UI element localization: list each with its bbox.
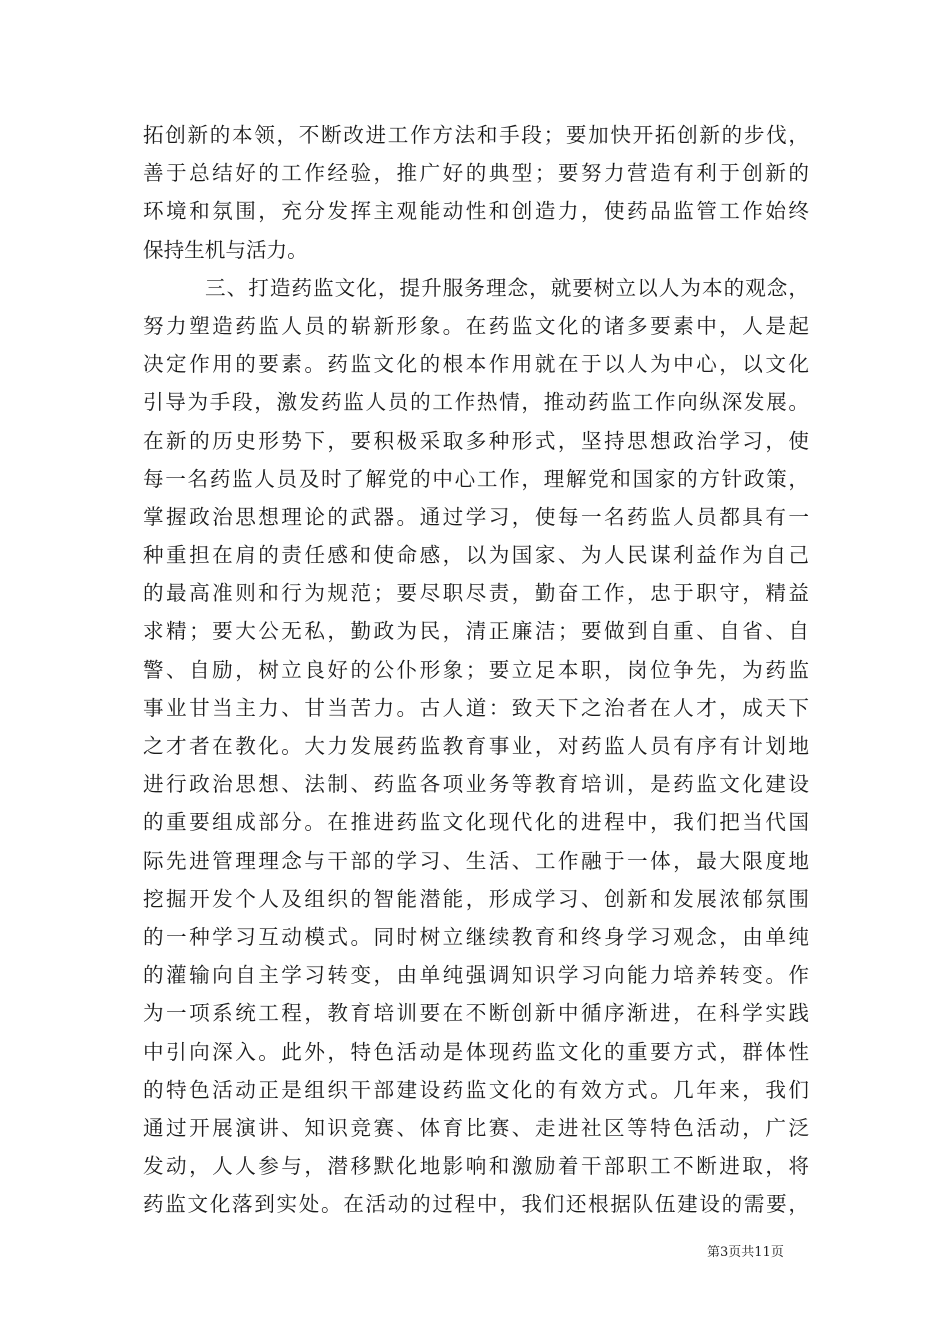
text-line: 善于总结好的工作经验，推广好的典型；要努力营造有利于创新的 [143, 161, 809, 186]
body-text [143, 116, 809, 1223]
text-line: 中引向深入。此外，特色活动是体现药监文化的重要方式，群体性 [143, 1039, 809, 1064]
text-line: 之才者在教化。大力发展药监教育事业，对药监人员有序有计划地 [143, 734, 809, 758]
text-line: 的最高准则和行为规范；要尽职尽责，勤奋工作，忠于职守，精益 [143, 581, 809, 606]
text-line: 掌握政治思想理论的武器。通过学习，使每一名药监人员都具有一 [143, 504, 809, 529]
text-line: 在新的历史形势下，要积极采取多种形式，坚持思想政治学习，使 [143, 428, 809, 453]
text-line-section-heading: 三、打造药监文化，提升服务理念，就要树立以人为本的观念， [205, 275, 809, 300]
text-line: 进行政治思想、法制、药监各项业务等教育培训，是药监文化建设 [143, 772, 809, 797]
text-line: 为一项系统工程，教育培训要在不断创新中循序渐进，在科学实践 [143, 1001, 809, 1026]
text-line: 的重要组成部分。在推进药监文化现代化的进程中，我们把当代国 [143, 810, 809, 835]
text-line: 挖掘开发个人及组织的智能潜能，形成学习、创新和发展浓郁氛围 [143, 886, 809, 911]
text-line: 环境和氛围，充分发挥主观能动性和创造力，使药品监管工作始终 [143, 199, 809, 224]
text-line: 求精；要大公无私，勤政为民，清正廉洁；要做到自重、自省、自 [143, 619, 809, 644]
text-line: 拓创新的本领，不断改进工作方法和手段；要加快开拓创新的步伐， [143, 123, 809, 147]
text-line: 事业甘当主力、甘当苦力。古人道：致天下之治者在人才，成天下 [143, 695, 809, 720]
text-line: 决定作用的要素。药监文化的根本作用就在于以人为中心，以文化 [143, 352, 809, 377]
text-line: 际先进管理理念与干部的学习、生活、工作融于一体，最大限度地 [143, 848, 809, 873]
text-line: 引导为手段，激发药监人员的工作热情，推动药监工作向纵深发展。 [143, 390, 809, 415]
text-line: 每一名药监人员及时了解党的中心工作，理解党和国家的方针政策， [143, 466, 809, 491]
page-number: 第3页共11页 [707, 1245, 784, 1260]
text-line: 种重担在肩的责任感和使命感，以为国家、为人民谋利益作为自己 [143, 543, 809, 568]
text-line: 通过开展演讲、知识竞赛、体育比赛、走进社区等特色活动，广泛 [143, 1115, 809, 1140]
text-line: 的特色活动正是组织干部建设药监文化的有效方式。几年来，我们 [143, 1077, 809, 1102]
text-line: 发动，人人参与，潜移默化地影响和激励着干部职工不断进取，将 [143, 1154, 809, 1179]
text-line: 的一种学习互动模式。同时树立继续教育和终身学习观念，由单纯 [143, 924, 809, 949]
text-line: 药监文化落到实处。在活动的过程中，我们还根据队伍建设的需要， [143, 1192, 809, 1217]
text-line: 保持生机与活力。 [143, 237, 308, 262]
text-line: 警、自励，树立良好的公仆形象；要立足本职，岗位争先，为药监 [143, 657, 809, 682]
text-line: 努力塑造药监人员的崭新形象。在药监文化的诸多要素中，人是起 [143, 313, 809, 338]
text-line: 的灌输向自主学习转变，由单纯强调知识学习向能力培养转变。作 [143, 963, 809, 988]
